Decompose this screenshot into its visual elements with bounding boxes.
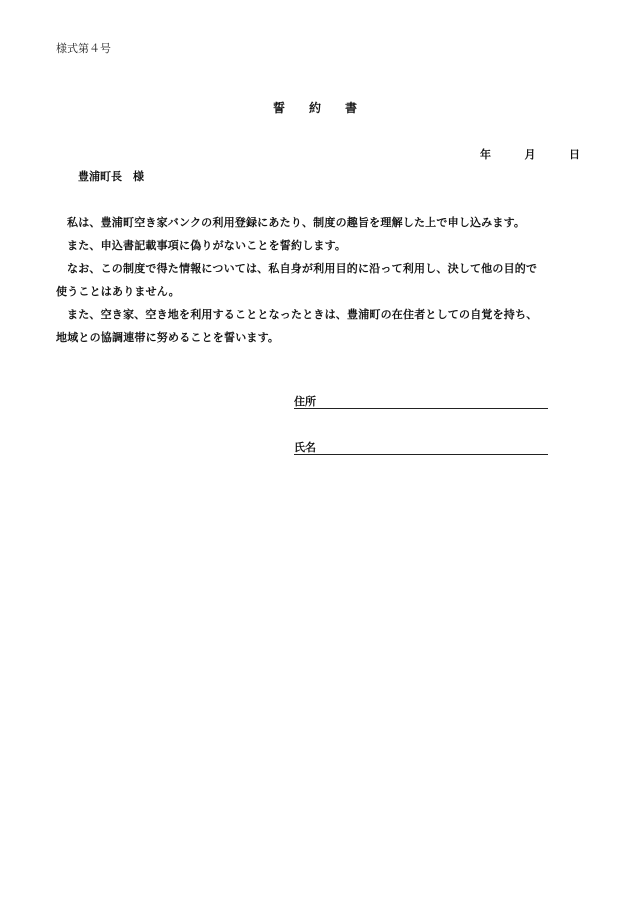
addressee: 豊浦町長 様 xyxy=(78,170,144,183)
title-char-1: 誓 xyxy=(272,101,285,115)
address-label: 住所 xyxy=(294,395,316,408)
address-underline[interactable] xyxy=(316,395,548,409)
body-paragraph-3: なお、この制度で得た情報については、私自身が利用目的に沿って利用し、決して他の目的で xyxy=(67,262,538,275)
day-label: 日 xyxy=(569,148,580,161)
name-field[interactable] xyxy=(294,441,548,455)
body-paragraph-3-cont: 使うことはありません。 xyxy=(56,285,180,298)
body-paragraph-2: また、申込書記載事項に偽りがないことを誓約します。 xyxy=(67,239,347,252)
name-label: 氏名 xyxy=(294,441,316,454)
pledge-body xyxy=(56,211,576,349)
body-paragraph-4: また、空き家、空き地を利用することとなったときは、豊浦町の在住者としての自覚を持ち、 xyxy=(67,308,538,321)
address-field[interactable] xyxy=(294,395,548,409)
month-label: 月 xyxy=(524,148,536,161)
form-number: 様式第４号 xyxy=(56,42,111,55)
date-line xyxy=(480,146,580,162)
body-paragraph-1: 私は、豊浦町空き家バンクの利用登録にあたり、制度の趣旨を理解した上で申し込みます。 xyxy=(67,216,526,229)
title-char-3: 書 xyxy=(345,101,358,115)
year-label: 年 xyxy=(480,148,491,161)
name-underline[interactable] xyxy=(316,441,548,455)
title-char-2: 約 xyxy=(308,101,321,115)
document-title xyxy=(0,99,630,116)
body-paragraph-4-cont: 地域との協調連帯に努めることを誓います。 xyxy=(56,331,280,344)
